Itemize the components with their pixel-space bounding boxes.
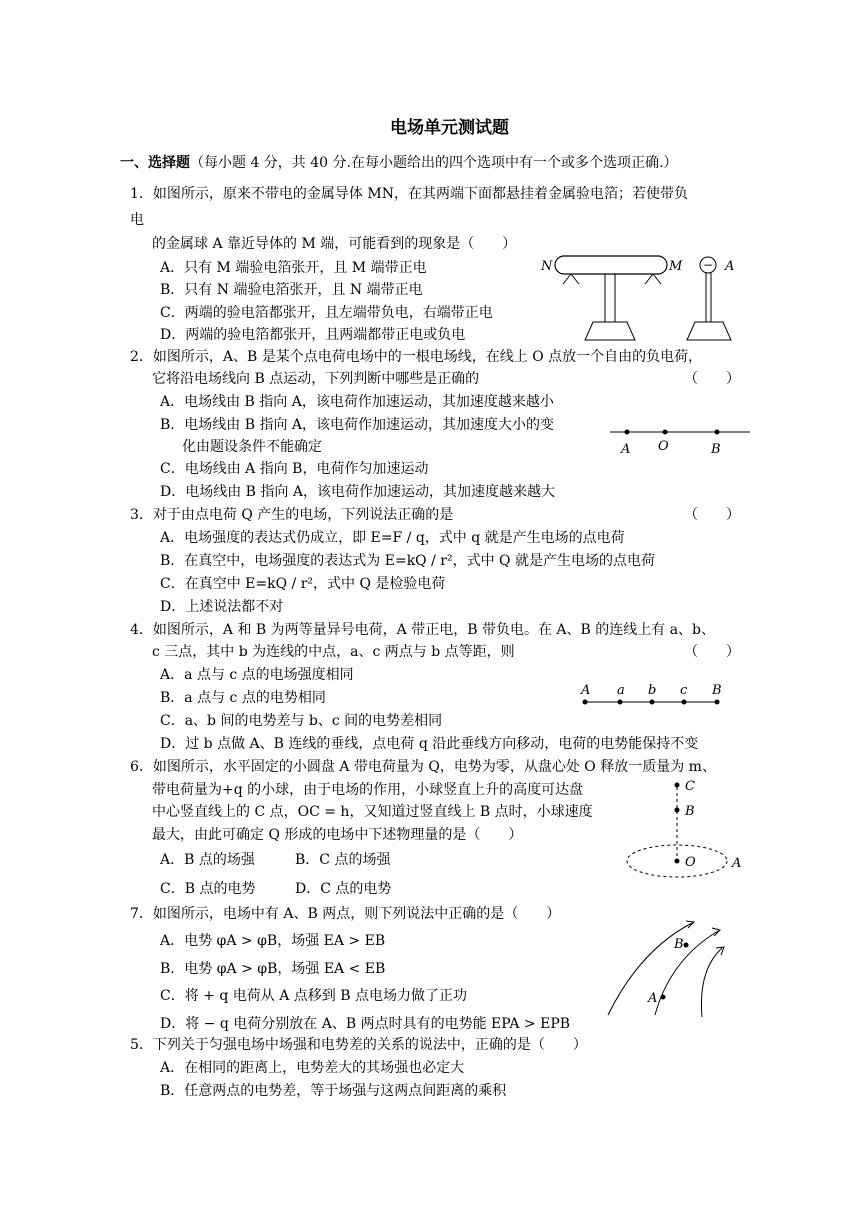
q4-fig-label-b: b: [648, 683, 657, 698]
section-note: （每小题 4 分，共 40 分.在每小题给出的四个选项中有一个或多个选项正确.）: [190, 155, 678, 171]
q4-option-b: B．a 点与 c 点的电势相同: [160, 690, 326, 706]
q6-option-c: C．B 点的电势: [160, 881, 256, 897]
q1-fig-label-m: M: [669, 259, 683, 274]
q4-option-c: C．a、b 间的电势差与 b、c 间的电势差相同: [160, 713, 443, 729]
page-title: 电场单元测试题: [390, 118, 509, 138]
q2-option-b2: 化由题设条件不能确定: [182, 439, 322, 455]
q2-fig-label-b: B: [711, 442, 721, 457]
q4-figure-charges-line: [575, 680, 735, 712]
q2-figure-field-line: [605, 420, 755, 460]
q2-option-b1: B．电场线由 B 指向 A，该电荷作加速运动，其加速度大小的变: [160, 417, 555, 433]
q7-line1: 7．如图所示，电场中有 A、B 两点，则下列说法中正确的是（ ）: [130, 906, 561, 922]
q6-line4: 最大，由此可确定 Q 形成的电场中下述物理量的是（ ）: [152, 827, 523, 843]
q7-option-c: C．将 + q 电荷从 A 点移到 B 点电场力做了正功: [160, 988, 467, 1004]
q1-option-a: A．只有 M 端验电箔张开，且 M 端带正电: [160, 260, 427, 276]
q3-option-b: B．在真空中，电场强度的表达式为 E=kQ / r²，式中 Q 就是产生电场的点电荷: [160, 553, 655, 569]
q4-fig-label-c: c: [680, 683, 688, 698]
q7-figure-field-lines: [600, 915, 750, 1025]
q3-option-c: C．在真空中 E=kQ / r²，式中 Q 是检验电荷: [160, 576, 446, 592]
q3-option-a: A．电场强度的表达式仍成立，即 E=F / q，式中 q 就是产生电场的点电荷: [160, 530, 625, 546]
q1-line1: 1．如图所示，原来不带电的金属导体 MN，在其两端下面都悬挂着金属验电箔；若使带负: [130, 186, 688, 202]
q6-option-a: A．B 点的场强: [160, 852, 255, 868]
q7-option-b: B．电势 φA > φB，场强 EA < EB: [160, 961, 386, 977]
q5-option-b: B．任意两点的电势差，等于场强与这两点间距离的乘积: [160, 1083, 507, 1099]
q6-option-d: D．C 点的电势: [295, 881, 392, 897]
q4-option-a: A．a 点与 c 点的电场强度相同: [160, 667, 354, 683]
q5-option-a: A．在相同的距离上，电势差大的其场强也必定大: [160, 1060, 465, 1076]
section-head: 一、选择题: [120, 155, 190, 171]
section-heading: [120, 153, 677, 173]
q1-line3: 的金属球 A 靠近导体的 M 端，可能看到的现象是（ ）: [152, 236, 517, 252]
q1-option-c: C．两端的验电箔都张开，且左端带负电，右端带正电: [160, 305, 493, 321]
q6-fig-label-o: O: [685, 855, 696, 870]
q2-fig-label-o: O: [658, 439, 669, 454]
q6-line1: 6．如图所示，水平固定的小圆盘 A 带电荷量为 Q，电势为零，从盘心处 O 释放一质量为 m、: [130, 759, 716, 775]
q2-option-a: A．电场线由 B 指向 A，该电荷作加速运动，其加速度越来越小: [160, 394, 554, 410]
q6-figure-disc: [625, 775, 750, 885]
q3-answer-paren: （ ）: [684, 507, 740, 523]
q6-fig-label-b: B: [685, 804, 695, 819]
q6-fig-label-c: C: [685, 779, 695, 794]
q4-answer-paren: （ ）: [684, 644, 740, 660]
q5-line1: 5．下列关于匀强电场中场强和电势差的关系的说法中，正确的是（ ）: [130, 1037, 587, 1053]
q7-fig-label-a: A: [648, 991, 658, 1006]
q2-line1: 2．如图所示，A、B 是某个点电荷电场中的一根电场线，在线上 O 点放一个自由的负电荷，: [130, 349, 703, 365]
q6-option-b: B．C 点的场强: [295, 852, 391, 868]
q3-option-d: D．上述说法都不对: [160, 599, 284, 615]
q1-line2: 电: [130, 212, 144, 228]
q4-fig-label-a: a: [617, 683, 625, 698]
q2-option-d: D．电场线由 B 指向 A，该电荷作加速运动，其加速度越来越大: [160, 484, 555, 500]
q2-fig-label-a: A: [621, 442, 631, 457]
q1-fig-label-a: A: [725, 259, 735, 274]
q4-fig-label-A: A: [581, 683, 591, 698]
q1-option-b: B．只有 N 端验电箔张开，且 N 端带正电: [160, 282, 423, 298]
q2-option-c: C．电场线由 A 指向 B，电荷作匀加速运动: [160, 461, 429, 477]
q1-option-d: D．两端的验电箔都张开，且两端都带正电或负电: [160, 327, 466, 343]
q4-line2: c 三点，其中 b 为连线的中点，a、c 两点与 b 点等距，则: [152, 644, 515, 660]
q1-fig-label-n: N: [541, 259, 553, 274]
q7-option-d: D．将 − q 电荷分别放在 A、B 两点时具有的电势能 EPA > EPB: [160, 1016, 571, 1032]
q2-answer-paren: （ ）: [684, 371, 740, 387]
q4-fig-label-B: B: [712, 683, 722, 698]
q3-line1: 3．对于由点电荷 Q 产生的电场，下列说法正确的是: [130, 507, 454, 523]
q6-fig-label-a: A: [732, 856, 742, 871]
q4-option-d: D．过 b 点做 A、B 连线的垂线，点电荷 q 沿此垂线方向移动，电荷的电势能保持不变: [160, 736, 699, 752]
q7-option-a: A．电势 φA > φB，场强 EA > EB: [160, 933, 386, 949]
q4-line1: 4．如图所示，A 和 B 为两等量异号电荷，A 带正电，B 带负电。在 A、B 的连线上有 a、b、: [130, 622, 716, 638]
q7-fig-label-b: B: [674, 937, 684, 952]
q6-line2: 带电荷量为+q 的小球，由于电场的作用，小球竖直上升的高度可达盘: [152, 782, 584, 798]
q1-figure-conductor: [535, 248, 750, 348]
q2-line2: 它将沿电场线向 B 点运动，下列判断中哪些是正确的: [152, 371, 480, 387]
q1-fig-minus: −: [703, 258, 714, 272]
q6-line3: 中心竖直线上的 C 点，OC = h，又知道过竖直线上 B 点时，小球速度: [152, 804, 593, 820]
